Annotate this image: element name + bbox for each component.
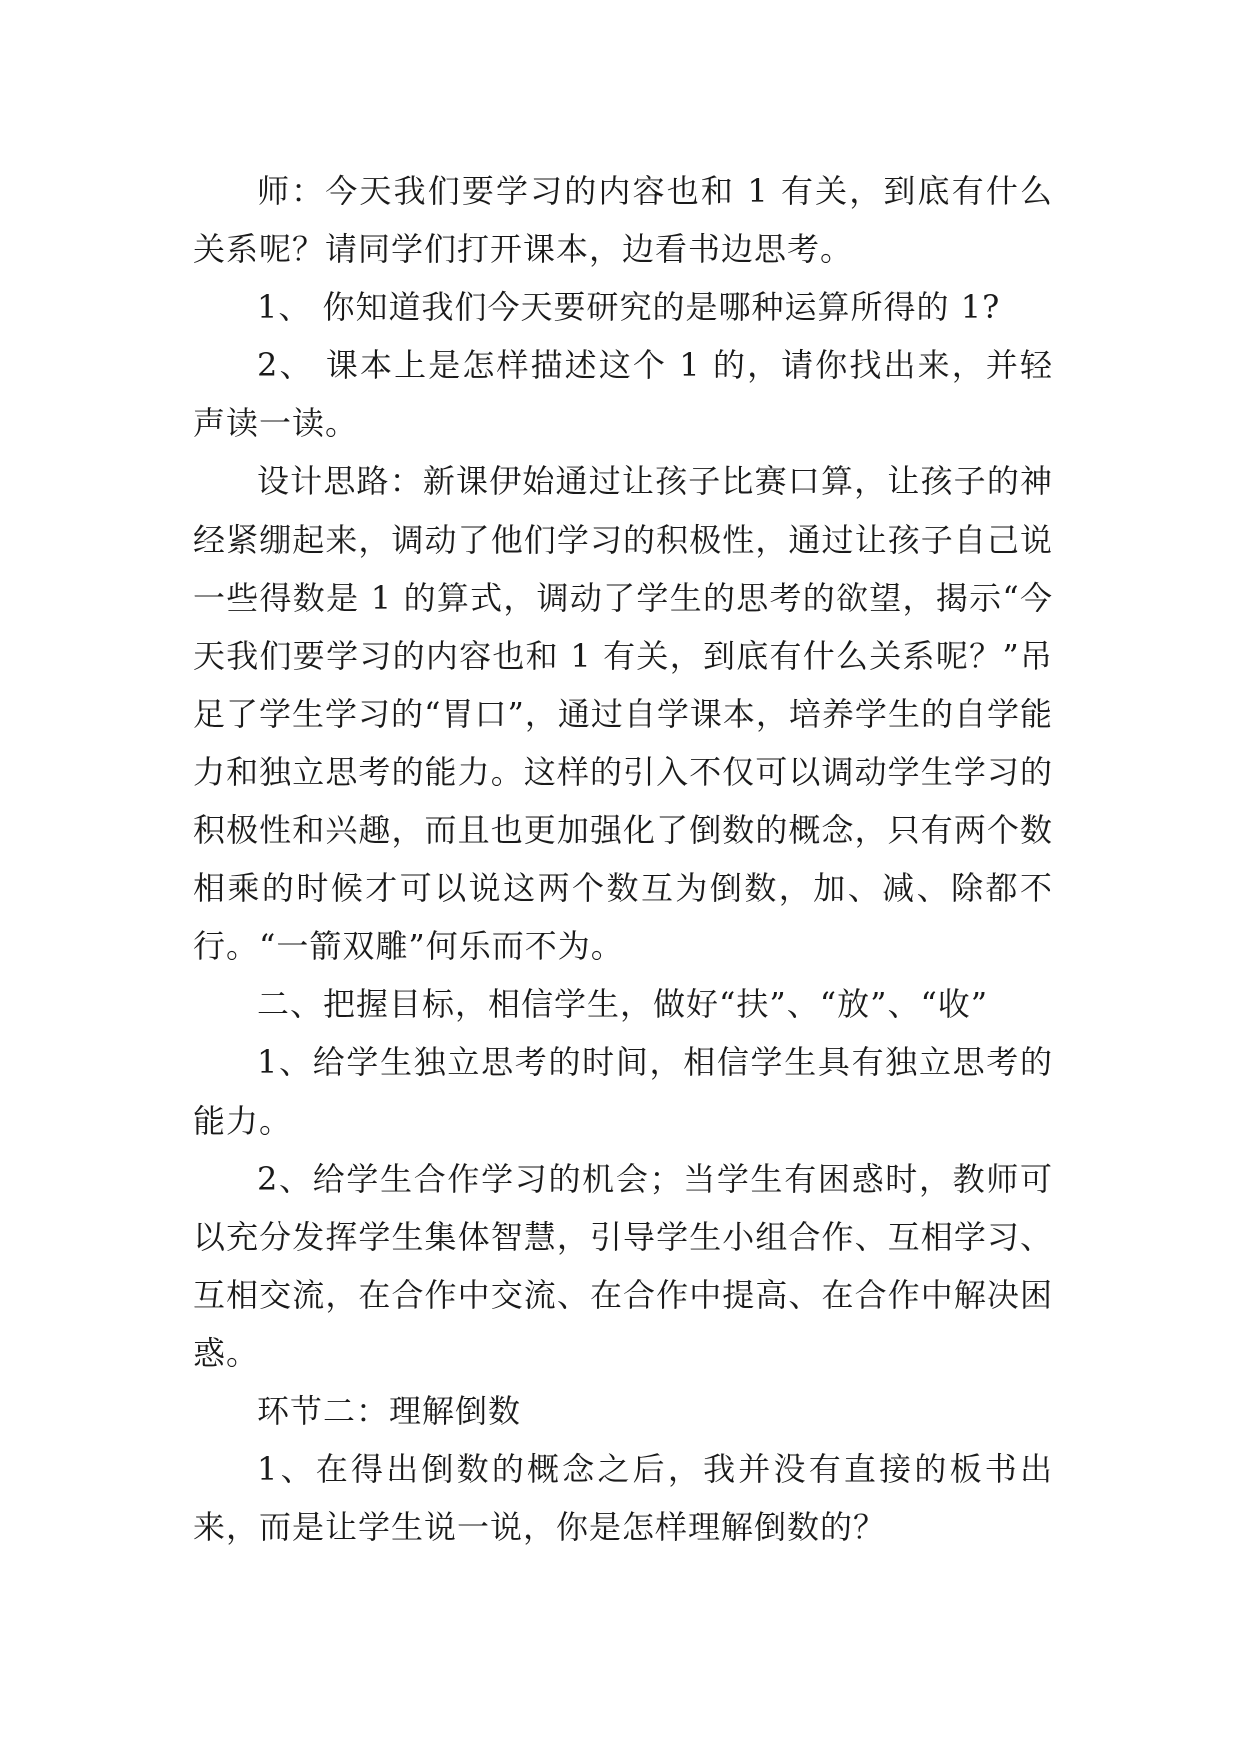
paragraph-teacher-intro: 师：今天我们要学习的内容也和 1 有关，到底有什么关系呢？请同学们打开课本，边看书边思考。: [193, 172, 1053, 269]
paragraph-goal-2: 2、给学生合作学习的机会；当学生有困惑时，教师可以充分发挥学生集体智慧，引导学生小组合作、互相学习、互相交流，在合作中交流、在合作中提高、在合作中解决困惑。: [193, 1159, 1053, 1372]
paragraph-question-2: 2、 课本上是怎样描述这个 1 的，请你找出来，并轻声读一读。: [193, 346, 1053, 443]
paragraph-goal-1: 1、给学生独立思考的时间，相信学生具有独立思考的能力。: [193, 1043, 1053, 1140]
paragraph-question-1: 1、 你知道我们今天要研究的是哪种运算所得的 1?: [257, 288, 1001, 327]
section-heading-step-2: 环节二：理解倒数: [257, 1391, 522, 1430]
section-heading-goals: 二、把握目标，相信学生，做好“扶”、“放”、“收”: [257, 985, 989, 1024]
paragraph-design-idea: 设计思路：新课伊始通过让孩子比赛口算，让孩子的神经紧绷起来，调动了他们学习的积极性，通过让孩子自己说一些得数是 1 的算式，调动了学生的思考的欲望，揭示“今天我们要学习的内容也和 1 有关，到底有什么关系呢？”吊足了学生学习的“胃口”，通过自学课本，培养学生的自学能力和独立思考的能力。这样的引入不仅可以调动学生学习的积极性和兴趣，而且也更加强化了倒数的概念，只有两个数相乘的时候才可以说这两个数互为倒数，加、减、除都不行。“一箭双雕”何乐而不为。: [193, 462, 1053, 966]
body-text: [193, 162, 1053, 1556]
paragraph-step-2-item-1: 1、在得出倒数的概念之后，我并没有直接的板书出来，而是让学生说一说，你是怎样理解倒数的？: [193, 1450, 1053, 1547]
